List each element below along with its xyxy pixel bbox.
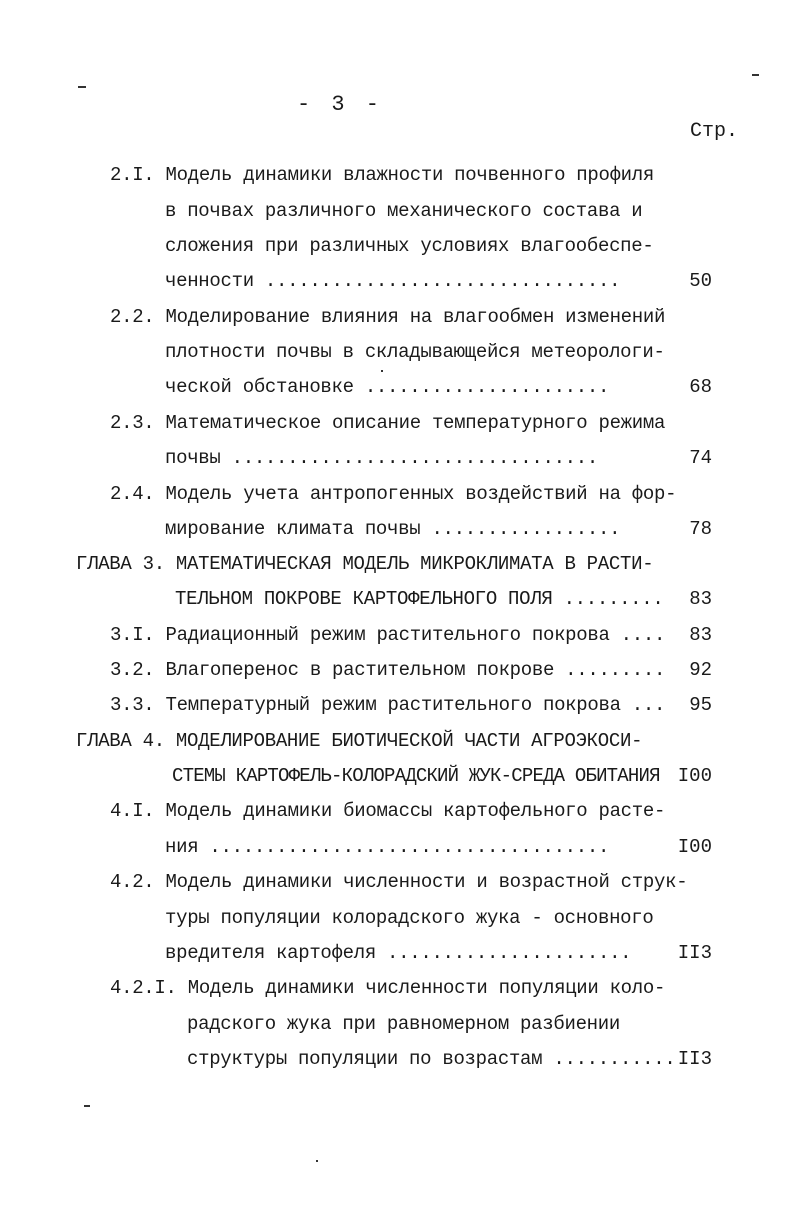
toc-line: 3.2. Влагоперенос в растительном покрове ......... (110, 659, 666, 681)
toc-page-number: 74 (689, 447, 712, 469)
toc-line: ческой обстановке ...................... (165, 376, 610, 398)
toc-line: плотности почвы в складывающейся метеорологи- (165, 341, 665, 363)
toc-page-number: II3 (677, 942, 712, 964)
toc-line: структуры популяции по возрастам ........... (187, 1048, 676, 1070)
toc-line: 2.3. Математическое описание температурного режима (110, 412, 666, 434)
toc-line: 4.2.I. Модель динамики численности популяции коло- (110, 977, 666, 999)
toc-page-number: I00 (677, 836, 712, 858)
scan-speck (381, 370, 383, 372)
chapter-heading: ТЕЛЬНОМ ПОКРОВЕ КАРТОФЕЛЬНОГО ПОЛЯ ......... (175, 588, 664, 610)
toc-line: ния .................................... (165, 836, 610, 858)
toc-line: туры популяции колорадского жука - основного (165, 907, 654, 929)
toc-page-number: 83 (689, 588, 712, 610)
toc-line: радского жука при равномерном разбиении (187, 1013, 620, 1035)
toc-line: ченности ................................ (165, 270, 621, 292)
scan-speck (84, 1105, 90, 1107)
toc-line: мирование климата почвы ................. (165, 518, 621, 540)
toc-line: вредителя картофеля ...................... (165, 942, 632, 964)
page-column-label: Стр. (690, 120, 739, 143)
toc-line: почвы ................................. (165, 447, 598, 469)
scan-speck (78, 86, 86, 88)
toc-line: 2.2. Моделирование влияния на влагообмен изменений (110, 306, 666, 328)
toc-line: 2.I. Модель динамики влажности почвенного профиля (110, 164, 654, 186)
toc-page-number: 78 (689, 518, 712, 540)
scan-speck (752, 74, 759, 76)
toc-line: сложения при различных условиях влагообеспе- (165, 235, 654, 257)
toc-page-number: 68 (689, 376, 712, 398)
toc-line: в почвах различного механического состава и (165, 200, 643, 222)
toc-page-number: 95 (689, 694, 712, 716)
toc-page-number: II3 (677, 1048, 712, 1070)
page-number: - 3 - (296, 92, 383, 117)
toc-page-number: 92 (689, 659, 712, 681)
toc-line: 4.I. Модель динамики биомассы картофельного расте- (110, 800, 666, 822)
scan-speck (316, 1160, 318, 1162)
toc-page-number: 50 (689, 270, 712, 292)
toc-line: 4.2. Модель динамики численности и возрастной струк- (110, 871, 688, 893)
toc-line: 3.I. Радиационный режим растительного покрова .... (110, 624, 666, 646)
toc-page-number: I00 (677, 765, 712, 787)
toc-page-number: 83 (689, 624, 712, 646)
chapter-heading: ГЛАВА 3. МАТЕМАТИЧЕСКАЯ МОДЕЛЬ МИКРОКЛИМАТА В РАСТИ- (76, 553, 654, 575)
toc-line: 3.3. Температурный режим растительного покрова ... (110, 694, 666, 716)
chapter-heading: СТЕМЫ КАРТОФЕЛЬ-КОЛОРАДСКИЙ ЖУК-СРЕДА ОБИТАНИЯ (172, 765, 660, 787)
toc-line: 2.4. Модель учета антропогенных воздействий на фор- (110, 483, 677, 505)
chapter-heading: ГЛАВА 4. МОДЕЛИРОВАНИЕ БИОТИЧЕСКОЙ ЧАСТИ АГРОЭКОСИ- (76, 730, 643, 752)
